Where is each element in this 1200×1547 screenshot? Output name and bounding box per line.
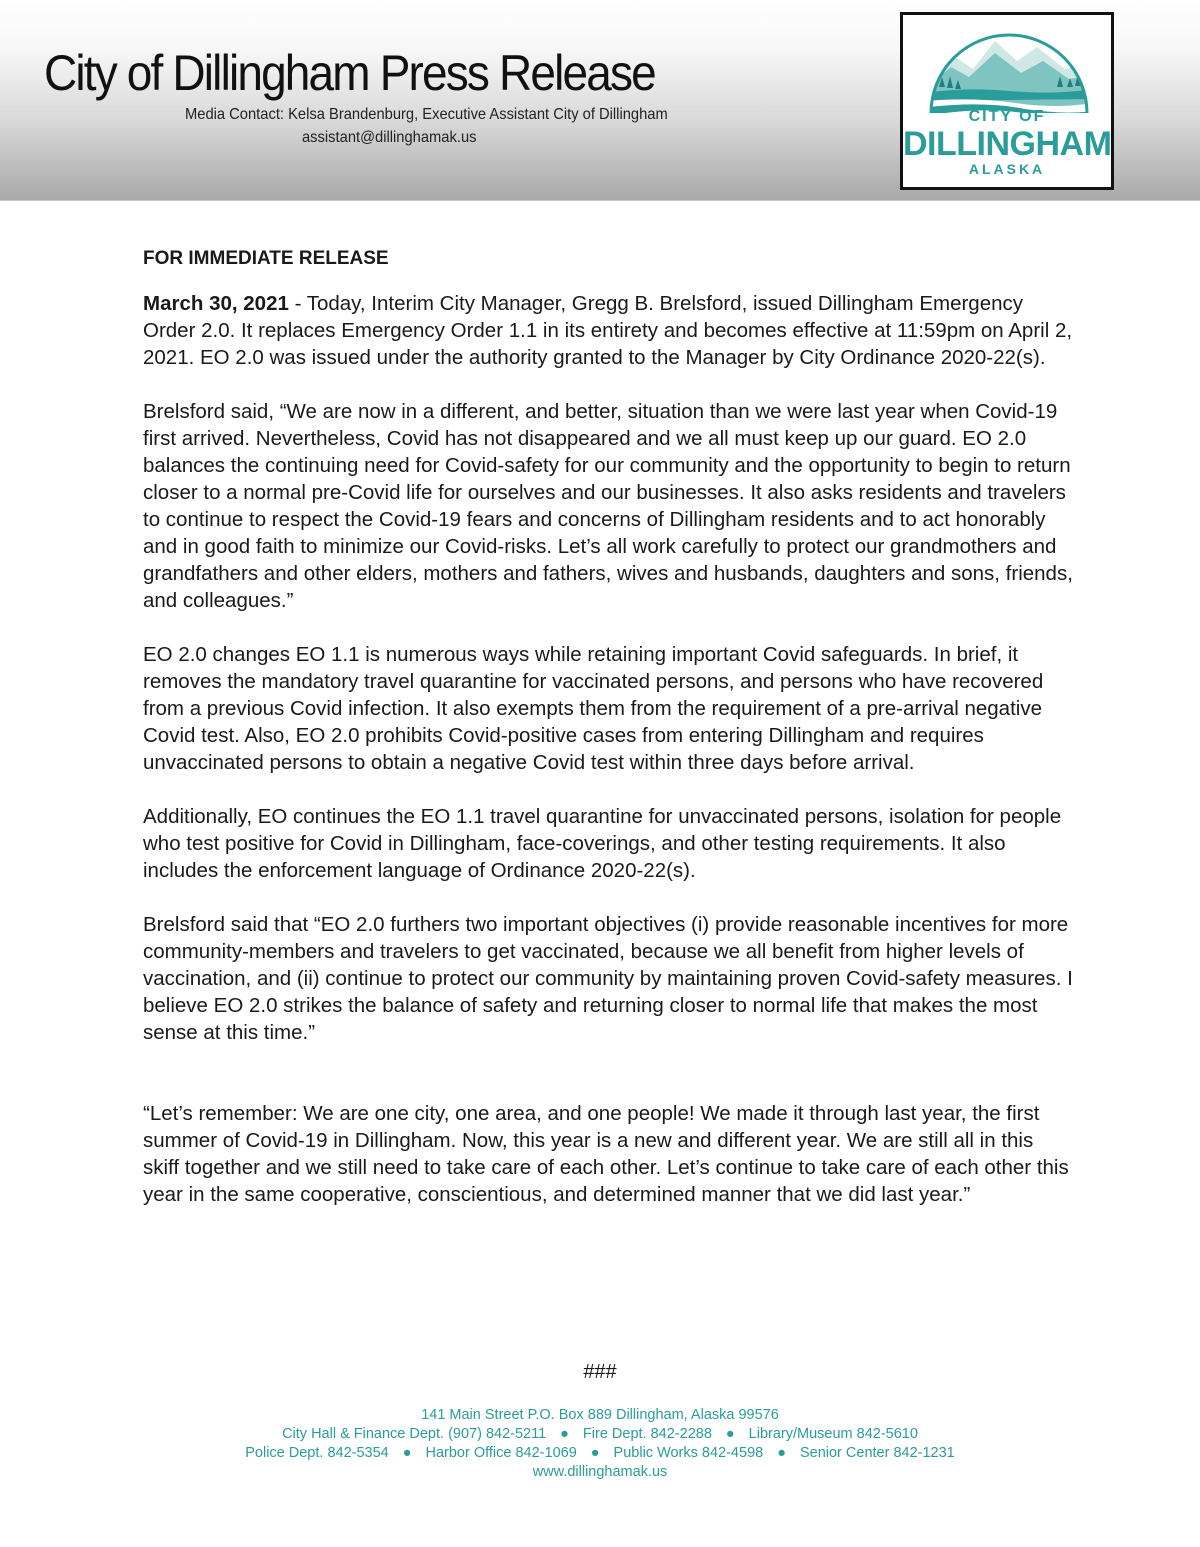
paragraph-1-text: - Today, Interim City Manager, Gregg B. Brelsford, issued Dillingham Emergency Order 2.0. It replaces Emergency Order 1.1 in its entirety and becomes effective at 11:59pm on April 2, 2021. EO 2.0 was issued under the authority granted to the Manager by City Ordinance 2020-22(s).: [143, 292, 1073, 369]
mountain-lake-emblem-icon: [925, 27, 1093, 119]
footer: [0, 1406, 1200, 1482]
footer-senior-center: Senior Center 842-1231: [799, 1445, 955, 1461]
paragraph-5: Brelsford said that “EO 2.0 furthers two important objectives (i) provide reasonable incentives for more community-members and travelers to get vaccinated, because we all benefit from higher levels of vaccination, and (ii) continue to protect our community by maintaining proven Covid-safety measures. I believe EO 2.0 strikes the balance of safety and returning closer to normal life that makes the most sense at this time.”: [143, 913, 1073, 1044]
bullet-icon: ●: [560, 1426, 569, 1442]
footer-harbor: Harbor Office 842-1069: [425, 1445, 577, 1461]
footer-phones-line-1: [0, 1425, 1200, 1444]
page-title: City of Dillingham Press Release: [44, 45, 655, 101]
footer-city-hall: City Hall & Finance Dept. (907) 842-5211: [282, 1426, 547, 1442]
release-date: March 30, 2021: [143, 292, 289, 315]
footer-police: Police Dept. 842-5354: [245, 1445, 389, 1461]
paragraph-6: “Let’s remember: We are one city, one area, and one people! We made it through last year, the first summer of Covid-19 in Dillingham. Now, this year is a new and different year. We are still all in this skiff together and we still need to take care of each other. Let’s continue to take care of each other this year in the same cooperative, conscientious, and determined manner that we did last year.”: [143, 1102, 1069, 1206]
header-banner: [0, 0, 1200, 201]
media-contact: Media Contact: Kelsa Brandenburg, Executive Assistant City of Dillingham: [185, 106, 668, 123]
footer-phones-line-2: [0, 1444, 1200, 1463]
bullet-icon: ●: [402, 1445, 412, 1461]
paragraph-4: Additionally, EO continues the EO 1.1 travel quarantine for unvaccinated persons, isolation for people who test positive for Covid in Dillingham, face-coverings, and other testing requirements. It also includes the enforcement language of Ordinance 2020-22(s).: [143, 805, 1062, 882]
paragraph-2: Brelsford said, “We are now in a different, and better, situation than we were last year when Covid-19 first arrived. Nevertheless, Covid has not disappeared and we all must keep up our guard. EO 2.0 balances the continuing need for Covid-safety for our community and the opportunity to begin to return closer to a normal pre-Covid life for ourselves and our businesses. It also asks residents and travelers to continue to respect the Covid-19 fears and concerns of Dillingham residents and to act honorably and in good faith to minimize our Covid-risks. Let’s all work carefully to protect our grandmothers and grandfathers and other elders, mothers and fathers, wives and husbands, daughters and sons, friends, and colleagues.”: [143, 400, 1073, 612]
footer-library: Library/Museum 842-5610: [748, 1426, 918, 1442]
contact-email: assistant@dillinghamak.us: [302, 129, 477, 146]
paragraph-3: EO 2.0 changes EO 1.1 is numerous ways while retaining important Covid safeguards. In brief, it removes the mandatory travel quarantine for vaccinated persons, and persons who have recovered from a previous Covid infection. It also exempts them from the requirement of a pre-arrival negative Covid test. Also, EO 2.0 prohibits Covid-positive cases from entering Dillingham and requires unvaccinated persons to obtain a negative Covid test within three days before arrival.: [143, 643, 1044, 774]
bullet-icon: ●: [725, 1426, 735, 1442]
end-marks: ###: [583, 1361, 617, 1383]
release-label: FOR IMMEDIATE RELEASE: [143, 248, 389, 269]
bullet-icon: ●: [777, 1445, 786, 1461]
paragraph-1: [143, 290, 1073, 371]
press-release-body: [143, 245, 1073, 1235]
footer-public-works: Public Works 842-4598: [613, 1445, 764, 1461]
footer-fire-dept: Fire Dept. 842-2288: [582, 1426, 712, 1442]
footer-website[interactable]: www.dillinghamak.us: [532, 1464, 668, 1480]
logo-city-of: CITY OF: [968, 108, 1046, 125]
logo-city-name: DILLINGHAM: [903, 125, 1112, 163]
footer-address: 141 Main Street P.O. Box 889 Dillingham, Alaska 99576: [421, 1407, 779, 1423]
city-logo: [900, 12, 1114, 190]
logo-state: ALASKA: [968, 161, 1046, 177]
bullet-icon: ●: [590, 1445, 600, 1461]
